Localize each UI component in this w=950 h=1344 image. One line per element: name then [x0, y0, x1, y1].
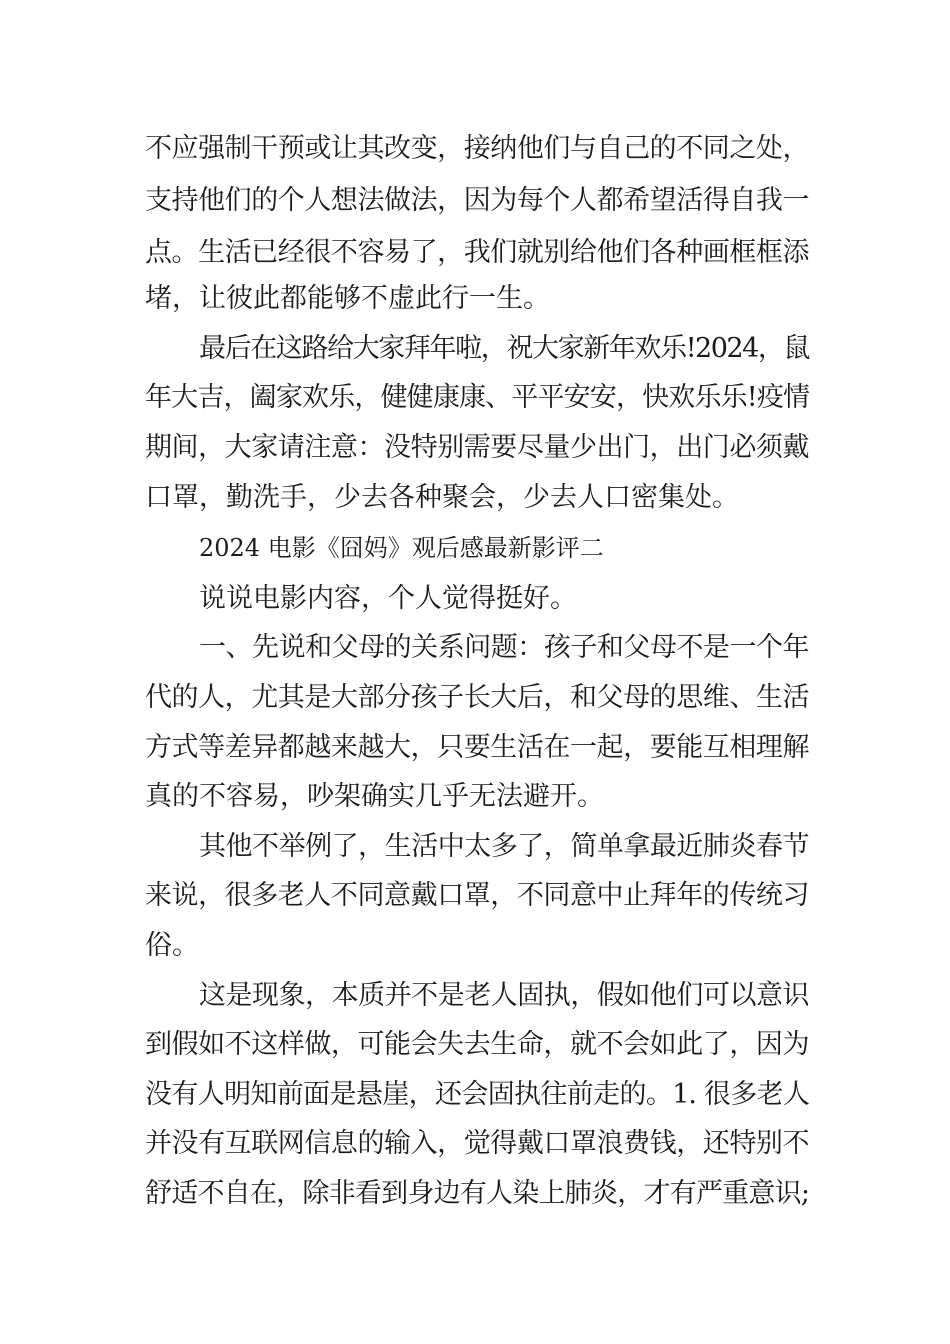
text-line: 来说，很多老人不同意戴口罩，不同意中止拜年的传统习 [145, 880, 809, 911]
text-line: 口罩，勤洗手，少去各种聚会，少去人口密集处。 [145, 482, 739, 513]
text-line: 最后在这路给大家拜年啦，祝大家新年欢乐!2024，鼠 [199, 333, 809, 364]
text-line: 没有人明知前面是悬崖，还会固执往前走的。1. 很多老人 [145, 1079, 809, 1110]
text-line: 到假如不这样做，可能会失去生命，就不会如此了，因为 [145, 1029, 809, 1060]
text-line: 期间，大家请注意：没特别需要尽量少出门，出门必须戴 [145, 432, 809, 463]
text-line: 其他不举例了，生活中太多了，简单拿最近肺炎春节 [199, 831, 809, 862]
text-line: 说说电影内容，个人觉得挺好。 [199, 583, 577, 614]
text-line: 不应强制干预或让其改变，接纳他们与自己的不同之处， [145, 133, 809, 164]
text-line: 真的不容易，吵架确实几乎无法避开。 [145, 781, 604, 812]
text-line: 俗。 [145, 930, 199, 961]
text-line: 并没有互联网信息的输入，觉得戴口罩浪费钱，还特别不 [145, 1128, 809, 1159]
text-line: 舒适不自在，除非看到身边有人染上肺炎，才有严重意识; [145, 1178, 809, 1209]
text-line: 年大吉，阖家欢乐，健健康康、平平安安，快欢乐乐!疫情 [145, 382, 809, 413]
text-line: 点。生活已经很不容易了，我们就别给他们各种画框框添 [145, 237, 809, 268]
text-line: 一、先说和父母的关系问题：孩子和父母不是一个年 [199, 632, 809, 663]
text-line: 堵，让彼此都能够不虚此行一生。 [145, 283, 550, 314]
text-line: 方式等差异都越来越大，只要生活在一起，要能互相理解 [145, 732, 809, 763]
text-line: 代的人，尤其是大部分孩子长大后，和父母的思维、生活 [145, 682, 809, 713]
text-line: 这是现象，本质并不是老人固执，假如他们可以意识 [199, 980, 809, 1011]
text-line: 支持他们的个人想法做法，因为每个人都希望活得自我一 [145, 185, 809, 216]
section-heading: 2024 电影《囧妈》观后感最新影评二 [199, 534, 604, 562]
